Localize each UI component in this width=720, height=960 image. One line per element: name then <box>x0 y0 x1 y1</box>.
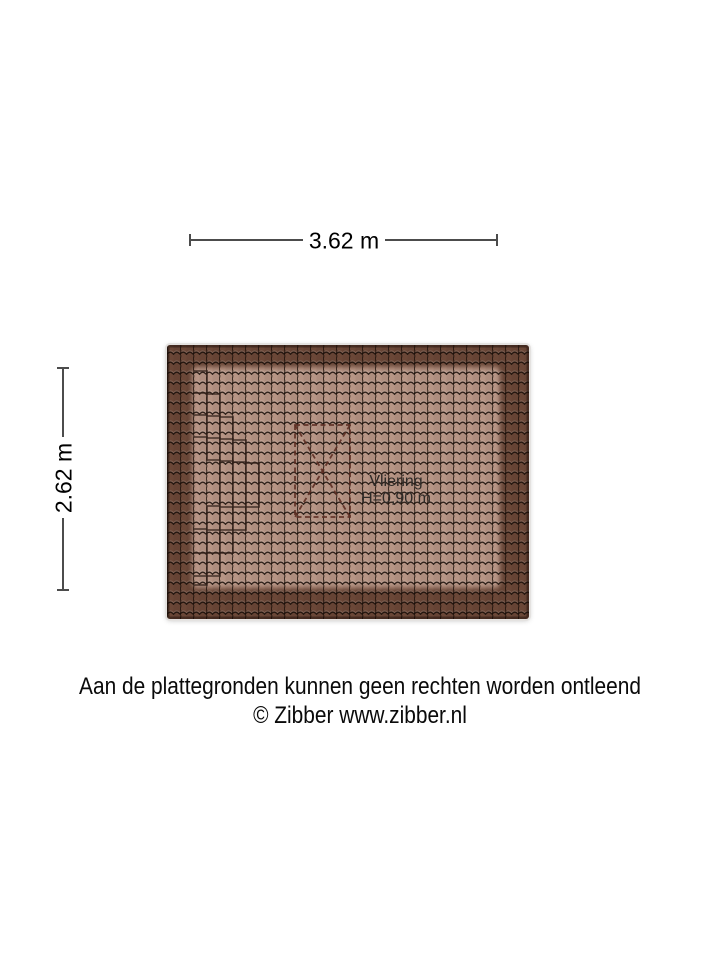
room-name-label: Vliering <box>369 473 423 490</box>
dimension-left-tick-bottom <box>57 589 69 591</box>
room-height-label: H=0,90 m <box>361 490 431 507</box>
dimension-top-line-right <box>385 239 496 241</box>
dimension-top-label: 3.62 m <box>308 227 380 254</box>
footer <box>0 672 720 730</box>
disclaimer-text: Aan de plattegronden kunnen geen rechten worden ontleend <box>79 673 641 700</box>
roof-tile-texture <box>167 345 529 619</box>
roof-plan-drawing <box>167 345 529 619</box>
copyright-text: © Zibber www.zibber.nl <box>253 702 467 729</box>
dimension-left-label: 2.62 m <box>50 442 77 514</box>
dimension-left-line-bottom <box>62 518 64 589</box>
dimension-left-line-top <box>62 369 64 437</box>
floorplan-vliering <box>167 345 529 619</box>
dimension-top-tick-right <box>496 234 498 246</box>
dimension-top-line-left <box>191 239 303 241</box>
